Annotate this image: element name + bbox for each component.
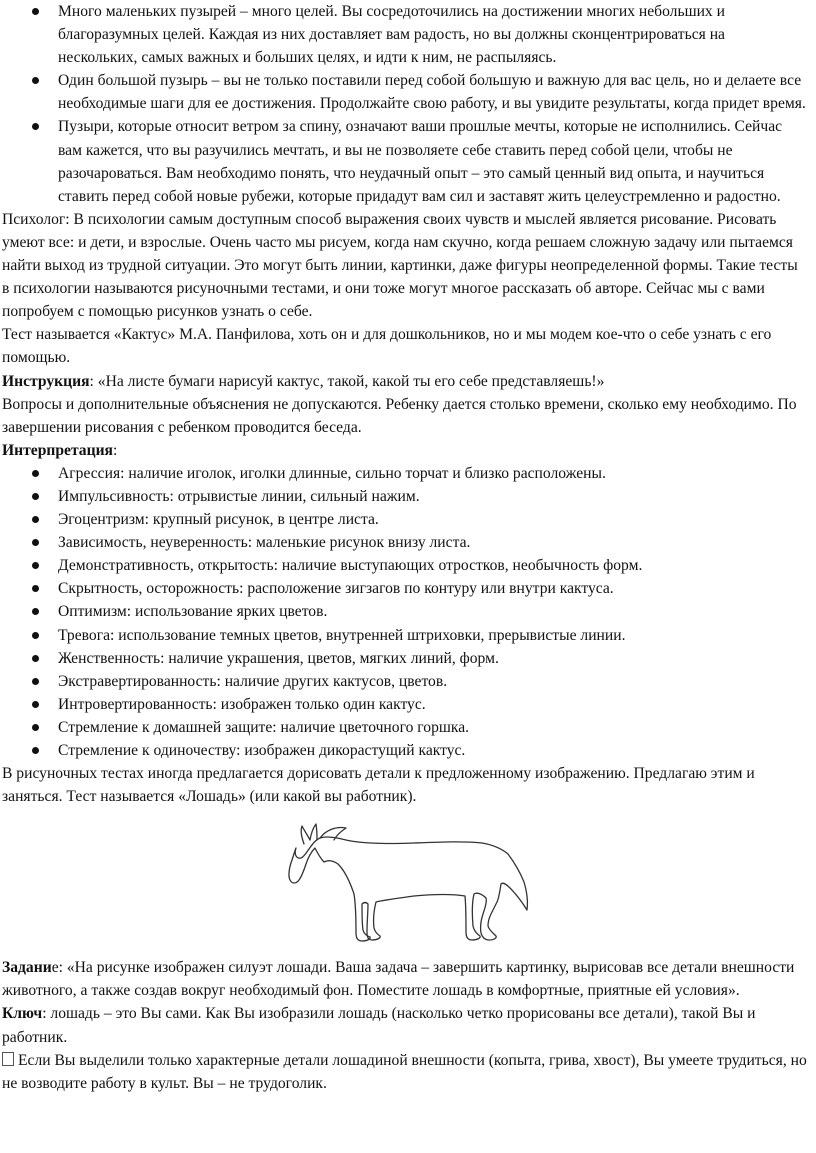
bullet-icon — [32, 724, 39, 731]
bullet-icon — [32, 123, 39, 130]
bullet-icon — [32, 585, 39, 592]
bullet-icon — [32, 539, 39, 546]
drawing-tests-paragraph: В рисуночных тестах иногда предлагается дорисовать детали к предложенному изображению. Предлагаю этим и заняться. Тест называется «Лошадь» (или какой вы работник). — [2, 765, 755, 806]
last-paragraph: Если Вы выделили только характерные детали лошадиной внешности (копыта, грива, хвост), Вы умеете трудиться, но не возводите работу в культ. Вы – не трудоголик. — [2, 1051, 807, 1092]
list-item: Один большой пузырь – вы не только поставили перед собой большую и важную для вас цель, но и делаете все необходимые шаги для ее достижения. Продолжайте свою работу, и вы увидите результаты, когда придет время. — [2, 69, 808, 115]
list-item: Экстравертированность: наличие других кактусов, цветов. — [2, 670, 808, 693]
task-paragraph: Задание: «На рисунке изображен силуэт лошади. Ваша задача – завершить картинку, вырисовав все детали внешности животного, а также создав вокруг необходимый фон. Поместите лошадь в комфортные, приятные ей условия». — [2, 959, 795, 1000]
bullet-icon — [32, 632, 39, 639]
questions-paragraph: Вопросы и дополнительные объяснения не допускаются. Ребенку дается столько времени, сколько ему необходимо. По завершении рисования с ребенком проводится беседа. — [2, 395, 797, 436]
cactus-interpretation-list — [2, 462, 808, 762]
bubble-interpretation-list — [2, 0, 808, 208]
list-item: Агрессия: наличие иголок, иголки длинные, сильно торчат и близко расположены. — [2, 462, 808, 485]
bullet-icon — [32, 470, 39, 477]
psychologist-paragraph: Психолог: В психологии самым доступным способ выражения своих чувств и мыслей является рисование. Рисовать умеют все: и дети, и взрослые. Очень часто мы рисуем, когда нам скучно, когда решаем сложную задачу или пытаемся найти выход из трудной ситуации. Это могут быть линии, картинки, даже фигуры неопределенной формы. Такие тесты в психологии называются рисуночными тестами, и они тоже могут многое рассказать об авторе. Сейчас мы с вами попробуем с помощью рисунков узнать о себе. — [2, 210, 798, 321]
list-item: Импульсивность: отрывистые линии, сильный нажим. — [2, 485, 808, 508]
list-item: Много маленьких пузырей – много целей. Вы сосредоточились на достижении многих небольших и благоразумных целей. Каждая из них доставляет вам радость, но вы должны сконцентрироваться на нескольких, самых важных и больших целях, и идти к ним, не распыляясь. — [2, 0, 808, 69]
horse-outline-icon — [284, 810, 534, 950]
list-item: Тревога: использование темных цветов, внутренней штриховки, прерывистые линии. — [2, 624, 808, 647]
bullet-icon — [32, 77, 39, 84]
bullet-icon — [32, 678, 39, 685]
list-item: Стремление к одиночеству: изображен дикорастущий кактус. — [2, 739, 808, 762]
interpretation-heading: Интерпретация: — [2, 441, 118, 459]
bullet-icon — [32, 655, 39, 662]
list-item: Пузыри, которые относит ветром за спину, означают ваши прошлые мечты, которые не исполнились. Сейчас вам кажется, что вы разучились мечтать, и вы не позволяете себе ставить перед собой цели, чтобы не разочароваться. Вам необходимо понять, что неудачный опыт – это самый ценный вид опыта, и научиться ставить перед собой новые рубежи, которые придадут вам сил и заставят жить целеустремленно и радостно. — [2, 115, 808, 207]
list-item: Стремление к домашней защите: наличие цветочного горшка. — [2, 716, 808, 739]
bullet-icon — [32, 608, 39, 615]
list-item: Женственность: наличие украшения, цветов, мягких линий, форм. — [2, 647, 808, 670]
instruction-label: Инструкция — [2, 372, 90, 390]
list-item: Оптимизм: использование ярких цветов. — [2, 600, 808, 623]
document-page — [2, 0, 808, 1095]
list-item: Интровертированность: изображен только один кактус. — [2, 693, 808, 716]
horse-figure — [2, 808, 808, 956]
bullet-icon — [32, 8, 39, 15]
list-item: Эгоцентризм: крупный рисунок, в центре листа. — [2, 508, 808, 531]
instruction-paragraph: Инструкция: «На листе бумаги нарисуй кактус, такой, какой ты его себе представляешь!» — [2, 372, 605, 390]
bullet-icon — [32, 516, 39, 523]
list-item: Скрытность, осторожность: расположение зигзагов по контуру или внутри кактуса. — [2, 577, 808, 600]
bullet-icon — [32, 701, 39, 708]
bullet-icon — [32, 493, 39, 500]
key-paragraph: Ключ: лошадь – это Вы сами. Как Вы изобразили лошадь (насколько четко прорисованы все детали), такой Вы и работник. — [2, 1005, 756, 1046]
list-item: Демонстративность, открытость: наличие выступающих отростков, необычность форм. — [2, 554, 808, 577]
checkbox-glyph-icon — [2, 1052, 14, 1066]
cactus-test-paragraph: Тест называется «Кактус» М.А. Панфилова, хоть он и для дошкольников, но и мы модем кое-что о себе узнать с его помощью. — [2, 326, 772, 367]
bullet-icon — [32, 562, 39, 569]
bullet-icon — [32, 747, 39, 754]
list-item: Зависимость, неуверенность: маленькие рисунок внизу листа. — [2, 531, 808, 554]
